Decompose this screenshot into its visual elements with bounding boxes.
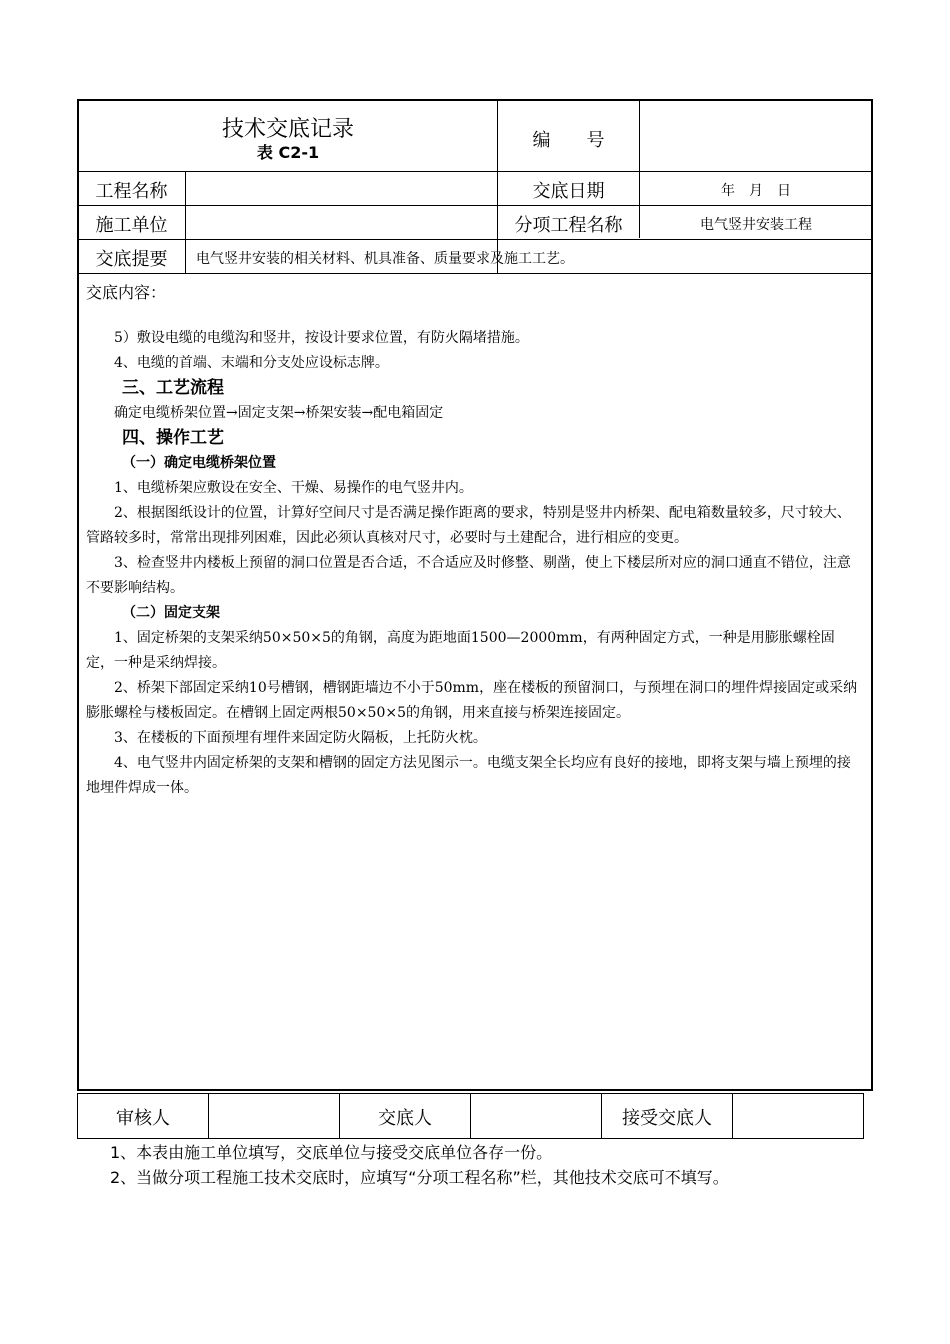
discloser-label: 交底人: [378, 1107, 432, 1129]
footnote: 1、本表由施工单位填写，交底单位与接受交底单位各存一份。: [110, 1143, 553, 1162]
content-line: 1、电缆桥架应敷设在安全、干燥、易操作的电气竖井内。: [114, 480, 473, 496]
content-line: 2、桥架下部固定采纳10号槽钢，槽钢距墙边不小于50mm，座在楼板的预留洞口，与预埋在洞口的埋件焊接固定或采纳膨胀螺栓与楼板固定。在槽钢上固定两根50×50×5的角钢，用来直接与桥架连接固定。: [86, 680, 858, 721]
disclosure-content: [86, 326, 862, 801]
content-line: 3、检查竖井内楼板上预留的洞口位置是否合适，不合适应及时修整、剔凿，使上下楼层所对应的洞口通直不错位，注意不要影响结构。: [86, 555, 851, 596]
divider: [732, 1093, 733, 1139]
footnotes: [110, 1140, 729, 1190]
subsection-heading: （二）固定支架: [122, 605, 220, 621]
divider: [208, 1093, 209, 1139]
date-label: 交底日期: [532, 181, 605, 202]
project-name-label: 工程名称: [95, 181, 168, 202]
date-value: 年 月 日: [721, 183, 791, 199]
divider: [185, 172, 186, 273]
content-line: 5）敷设电缆的电缆沟和竖井，按设计要求位置，有防火隔堵措施。: [114, 330, 529, 346]
divider: [470, 1093, 471, 1139]
row-divider: [78, 171, 872, 172]
reviewer-label: 审核人: [116, 1107, 170, 1129]
form-title: 技术交底记录: [221, 117, 354, 142]
content-line: 3、在楼板的下面预埋有埋件来固定防火隔板，上托防火枕。: [114, 730, 487, 746]
content-line: 4、电缆的首端、末端和分支处应设标志牌。: [114, 355, 389, 371]
content-line: 1、固定桥架的支架采纳50×50×5的角钢，高度为距地面1500—2000mm，有两种固定方式，一种是用膨胀螺栓固定，一种是采纳焊接。: [86, 630, 835, 671]
row-divider: [78, 205, 872, 206]
content-line: 2、根据图纸设计的位置，计算好空间尺寸是否满足操作距离的要求，特别是竖井内桥架、配电箱数量较多，尺寸较大、管路较多时，常常出现排列困难，因此必须认真核对尺寸，必要时与土建配合，进行相应的变更。: [86, 505, 851, 546]
subproject-label: 分项工程名称: [514, 215, 623, 236]
section-heading: 四、操作工艺: [122, 428, 224, 448]
contractor-label: 施工单位: [95, 215, 168, 236]
receiver-label: 接受交底人: [622, 1107, 712, 1129]
footnote: 2、当做分项工程施工技术交底时，应填写“分项工程名称”栏，其他技术交底可不填写。: [110, 1168, 729, 1187]
content-line: 4、电气竖井内固定桥架的支架和槽钢的固定方法见图示一。电缆支架全长均应有良好的接地，即将支架与墙上预埋的接地埋件焊成一体。: [86, 755, 851, 796]
summary-value: 电气竖井安装的相关材料、机具准备、质量要求及施工工艺。: [196, 251, 574, 267]
number-label: 编 号: [532, 130, 605, 151]
section-heading: 三、工艺流程: [122, 378, 224, 398]
summary-label: 交底提要: [95, 249, 168, 270]
content-label: 交底内容：: [86, 283, 167, 302]
row-divider: [78, 239, 872, 240]
subproject-value: 电气竖井安装工程: [700, 217, 812, 233]
row-divider: [78, 273, 872, 274]
content-line: 确定电缆桥架位置→固定支架→桥架安装→配电箱固定: [114, 405, 444, 421]
form-code: 表 C2-1: [256, 143, 320, 162]
subsection-heading: （一）确定电缆桥架位置: [122, 455, 276, 471]
